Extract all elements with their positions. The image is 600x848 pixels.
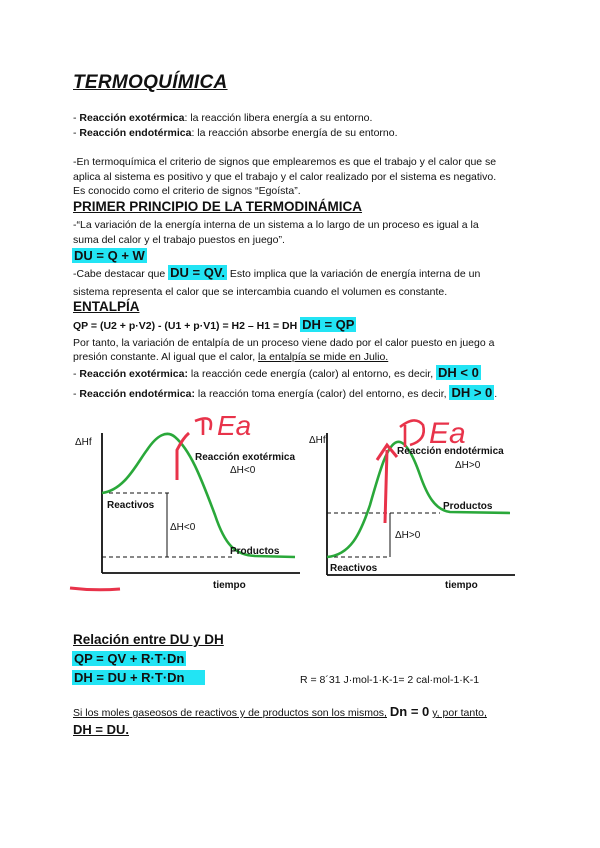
note-post: Esto implica que la variación de energía interna de un	[229, 268, 481, 280]
right-delta-label: ΔH>0	[395, 530, 421, 541]
left-yaxis-label: ΔHf	[75, 437, 92, 448]
intro-exo-line: - Reacción exotérmica: la reacción libera energía a su entorno.	[73, 112, 373, 124]
enthalpy-endo-line: - Reacción endotérmica: la reacción toma energía (calor) del entorno, es decir, DH > 0 .	[73, 385, 498, 400]
right-ea-arrow	[377, 445, 397, 523]
right-products-label: Productos	[443, 501, 493, 512]
left-title-1: Reacción exotérmica	[195, 452, 296, 463]
right-title-1: Reacción endotérmica	[397, 446, 504, 457]
note-formula: DU = QV.	[170, 265, 225, 280]
enthalpy-exo-term: Reacción exotérmica:	[79, 368, 188, 380]
first-law-formula: DU = Q + W	[74, 248, 145, 263]
enthalpy-derivation-line	[73, 318, 356, 333]
enthalpy-endo-text: la reacción toma energía (calor) del entorno, es decir,	[197, 388, 447, 400]
signs-line-3: Es conocido como el criterio de signos “Egoísta”.	[73, 185, 301, 197]
moles-formula: Dn = 0	[389, 704, 430, 719]
left-xaxis-label: tiempo	[213, 580, 246, 591]
left-red-underline	[70, 588, 120, 590]
left-ea-handwritten: Ea	[217, 410, 252, 441]
gas-constant: R = 8´31 J·mol-1·K-1= 2 cal·mol-1·K-1	[300, 674, 480, 686]
enthalpy-units: la entalpía se mide en Julio.	[258, 351, 389, 363]
enthalpy-derivation: QP = (U2 + p·V2) - (U1 + p·V1) = H2 – H1 = DH	[73, 320, 298, 332]
intro-endo-line: - Reacción endotérmica: la reacción absorbe energía de su entorno.	[73, 127, 398, 139]
relation-heading: Relación entre DU y DH	[73, 632, 224, 647]
enthalpy-exo-formula: DH < 0	[438, 365, 479, 380]
first-law-quote-1: -“La variación de la energía interna de un sistema a lo largo de un proceso es igual a la	[73, 219, 479, 231]
first-law-note-line	[73, 266, 533, 281]
endo-text: : la reacción absorbe energía de su entorno.	[191, 127, 398, 139]
endo-term: Reacción endotérmica	[79, 127, 192, 139]
enthalpy-endo-term: Reacción endotérmica:	[79, 388, 195, 400]
moles-line	[73, 705, 487, 720]
exo-term: Reacción exotérmica	[79, 112, 185, 124]
first-law-quote-2: suma del calor y el trabajo puestos en juego”.	[73, 234, 285, 246]
enthalpy-formula: DH = QP	[302, 317, 355, 332]
moles-text: Si los moles gaseosos de reactivos y de productos son los mismos,	[73, 707, 387, 719]
enthalpy-heading: ENTALPÍA	[73, 299, 140, 314]
left-products-label: Productos	[230, 546, 280, 557]
conclusion: DH = DU.	[73, 722, 129, 737]
relation-f1-wrap	[72, 651, 186, 666]
first-law-heading: PRIMER PRINCIPIO DE LA TERMODINÁMICA	[73, 199, 363, 214]
left-title-2: ΔH<0	[230, 465, 256, 476]
enthalpy-exo-text: la reacción cede energía (calor) al entorno, es decir,	[190, 368, 434, 380]
enthalpy-endo-formula: DH > 0	[451, 385, 493, 400]
exothermic-diagram	[65, 405, 310, 605]
note-pre: -Cabe destacar que	[73, 268, 166, 280]
left-delta-label: ΔH<0	[170, 522, 196, 533]
enthalpy-text-2-pre: presión constante. Al igual que el calor,	[73, 351, 256, 363]
first-law-note-2: sistema representa el calor que se intercambia cuando el volumen es constante.	[73, 286, 448, 298]
right-xaxis-label: tiempo	[445, 580, 478, 591]
moles-post: y, por tanto,	[432, 707, 487, 719]
right-yaxis-label: ΔHf	[309, 435, 326, 446]
right-ea-handwritten: Ea	[429, 417, 466, 450]
exo-text: : la reacción libera energía a su entorno.	[184, 112, 373, 124]
left-reactants-label: Reactivos	[107, 500, 155, 511]
left-handwriting-stroke	[195, 418, 211, 435]
first-law-formula-wrap	[72, 248, 147, 263]
enthalpy-exo-line: - Reacción exotérmica: la reacción cede energía (calor) al entorno, es decir, DH < 0	[73, 365, 479, 380]
right-reactants-label: Reactivos	[330, 563, 378, 574]
signs-line-1: -En termoquímica el criterio de signos que emplearemos es que el trabajo y el calor que se	[73, 156, 497, 168]
relation-f1: QP = QV + R·T·Dn	[74, 651, 185, 666]
right-title-2: ΔH>0	[455, 460, 481, 471]
page-title: TERMOQUÍMICA	[73, 72, 228, 93]
endothermic-diagram	[305, 405, 570, 595]
signs-line-2: aplica al sistema es positivo y que el trabajo y el calor realizado por el sistema es negativo.	[73, 171, 497, 183]
relation-f2: DH = DU + R·T·Dn	[72, 670, 205, 685]
relation-f2-wrap	[72, 670, 205, 685]
enthalpy-text-1: Por tanto, la variación de entalpía de un proceso viene dado por el calor puesto en juego a	[73, 337, 495, 349]
enthalpy-text-2	[73, 350, 388, 364]
